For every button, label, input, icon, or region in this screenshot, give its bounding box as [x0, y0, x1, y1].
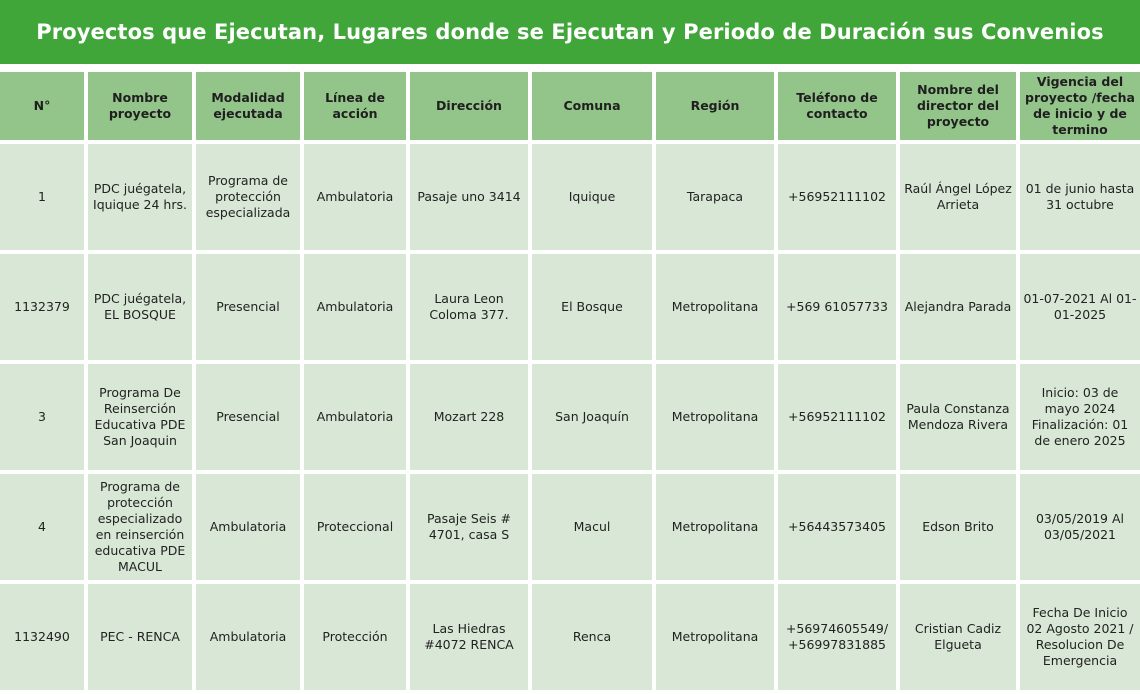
- cell-phone: +569 61057733: [778, 254, 896, 360]
- cell-commune: Macul: [532, 474, 652, 580]
- cell-name: PDC juégatela, EL BOSQUE: [88, 254, 192, 360]
- cell-region: Metropolitana: [656, 254, 774, 360]
- cell-num: 3: [0, 364, 84, 470]
- cell-modality: Ambulatoria: [196, 474, 300, 580]
- cell-director: Alejandra Parada: [900, 254, 1016, 360]
- col-header-director: Nombre del director del proyecto: [900, 72, 1016, 140]
- cell-commune: Iquique: [532, 144, 652, 250]
- cell-modality: Presencial: [196, 254, 300, 360]
- cell-validity: 01 de junio hasta 31 octubre: [1020, 144, 1140, 250]
- cell-validity: Fecha De Inicio 02 Agosto 2021 / Resolucion De Emergencia: [1020, 584, 1140, 690]
- col-header-region: Región: [656, 72, 774, 140]
- cell-name: PEC - RENCA: [88, 584, 192, 690]
- cell-num: 1: [0, 144, 84, 250]
- col-header-modality: Modalidad ejecutada: [196, 72, 300, 140]
- cell-director: Edson Brito: [900, 474, 1016, 580]
- title-banner: [0, 0, 1140, 64]
- cell-validity: Inicio: 03 de mayo 2024 Finalización: 01 de enero 2025: [1020, 364, 1140, 470]
- cell-modality: Programa de protección especializada: [196, 144, 300, 250]
- cell-director: Cristian Cadiz Elgueta: [900, 584, 1016, 690]
- cell-line: Ambulatoria: [304, 144, 406, 250]
- col-header-validity: Vigencia del proyecto /fecha de inicio y de termino: [1020, 72, 1140, 140]
- cell-num: 4: [0, 474, 84, 580]
- cell-commune: El Bosque: [532, 254, 652, 360]
- col-header-num: N°: [0, 72, 84, 140]
- col-header-line: Línea de acción: [304, 72, 406, 140]
- cell-line: Ambulatoria: [304, 364, 406, 470]
- page-title: Proyectos que Ejecutan, Lugares donde se Ejecutan y Periodo de Duración sus Convenios: [36, 20, 1104, 44]
- table-row: [0, 254, 1140, 360]
- cell-line: Ambulatoria: [304, 254, 406, 360]
- cell-name: PDC juégatela, Iquique 24 hrs.: [88, 144, 192, 250]
- table-row: [0, 584, 1140, 690]
- cell-modality: Presencial: [196, 364, 300, 470]
- cell-name: Programa De Reinserción Educativa PDE San Joaquin: [88, 364, 192, 470]
- col-header-address: Dirección: [410, 72, 528, 140]
- cell-line: Protección: [304, 584, 406, 690]
- cell-address: Pasaje uno 3414: [410, 144, 528, 250]
- cell-commune: Renca: [532, 584, 652, 690]
- cell-phone: +56974605549/ +56997831885: [778, 584, 896, 690]
- col-header-commune: Comuna: [532, 72, 652, 140]
- cell-address: Pasaje Seis # 4701, casa S: [410, 474, 528, 580]
- projects-table: [0, 68, 1140, 694]
- cell-name: Programa de protección especializado en reinserción educativa PDE MACUL: [88, 474, 192, 580]
- cell-region: Metropolitana: [656, 584, 774, 690]
- cell-director: Raúl Ángel López Arrieta: [900, 144, 1016, 250]
- cell-director: Paula Constanza Mendoza Rivera: [900, 364, 1016, 470]
- cell-region: Metropolitana: [656, 474, 774, 580]
- col-header-name: Nombre proyecto: [88, 72, 192, 140]
- cell-address: Mozart 228: [410, 364, 528, 470]
- cell-validity: 01-07-2021 Al 01-01-2025: [1020, 254, 1140, 360]
- cell-validity: 03/05/2019 Al 03/05/2021: [1020, 474, 1140, 580]
- cell-region: Metropolitana: [656, 364, 774, 470]
- cell-num: 1132379: [0, 254, 84, 360]
- cell-address: Las Hiedras #4072 RENCA: [410, 584, 528, 690]
- cell-phone: +56952111102: [778, 364, 896, 470]
- header-row: [0, 72, 1140, 140]
- col-header-phone: Teléfono de contacto: [778, 72, 896, 140]
- table-row: [0, 364, 1140, 470]
- cell-region: Tarapaca: [656, 144, 774, 250]
- cell-line: Proteccional: [304, 474, 406, 580]
- cell-num: 1132490: [0, 584, 84, 690]
- cell-phone: +56952111102: [778, 144, 896, 250]
- cell-address: Laura Leon Coloma 377.: [410, 254, 528, 360]
- table-row: [0, 144, 1140, 250]
- cell-modality: Ambulatoria: [196, 584, 300, 690]
- table-row: [0, 474, 1140, 580]
- cell-phone: +56443573405: [778, 474, 896, 580]
- cell-commune: San Joaquín: [532, 364, 652, 470]
